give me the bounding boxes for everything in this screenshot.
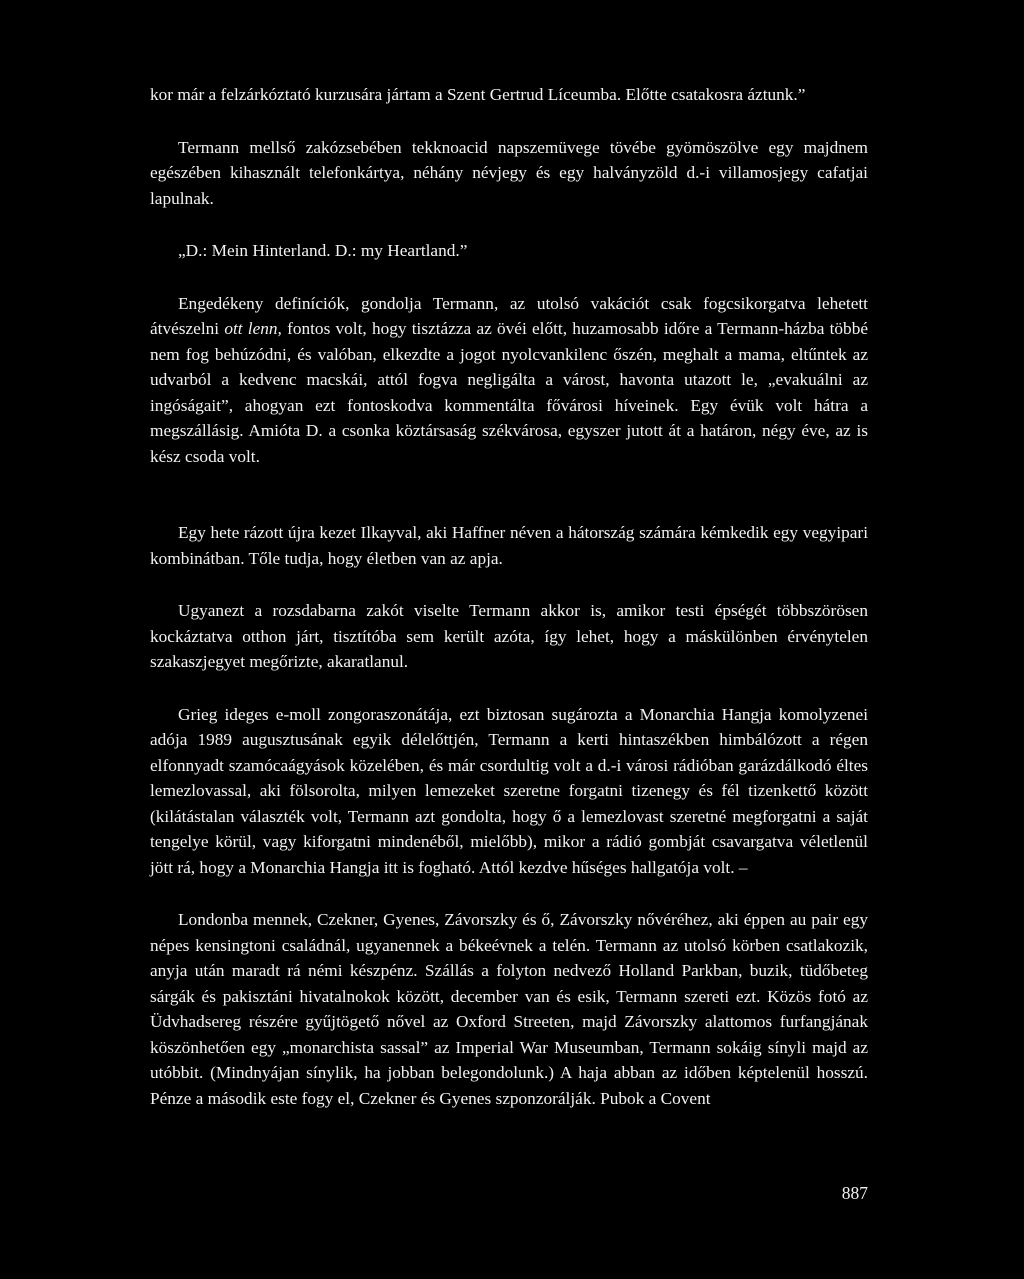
paragraph-5: Egy hete rázott újra kezet Ilkayval, aki Haffner néven a hátország számára kémkedik egy vegyipari kombinátban. Tőle tudja, hogy életben van az apja. [150, 523, 868, 568]
paragraph-6: Ugyanezt a rozsdabarna zakót viselte Termann akkor is, amikor testi épségét többszörösen kockáztatva otthon járt, tisztítóba sem került azóta, így lehet, hogy a máskülönben érvénytelen szakaszjegyet megőrizte, akaratlanul. [150, 601, 868, 671]
paragraph-4-part-2: fontos volt, hogy tisztázza az övéi előtt, huzamosabb időre a Termann-házba többé nem fog behúzódni, és valóban, elkezdte a jogot nyolcvankilenc őszén, meghalt a mama, eltűntek az udvarból a kedvenc macskái, attól fogva negligálta a várost, havonta utazott le, „evakuálni az ingóságait”, ahogyan ezt fontoskodva kommentálta fővárosi híveinek. Egy évük volt hátra a megszállásig. Amióta D. a csonka köztársaság székvárosa, egyszer jutott át a határon, négy éve, az is kész csoda volt. [150, 319, 868, 466]
paragraph-2: Termann mellső zakózsebében tekknoacid napszemüvege tövébe gyömöszölve egy majdnem egészében kihasznált telefonkártya, néhány névjegy és egy halványzöld d.-i villamosjegy cafatjai lapulnak. [150, 137, 868, 208]
paragraph-4 [150, 291, 868, 470]
paragraph-3-quote: „D.: Mein Hinterland. D.: my Heartland.” [178, 241, 468, 260]
paragraph-4-italic: ott lenn, [224, 319, 282, 338]
paragraph-4-part-1: Engedékeny definíciók, gondolja Termann, az utolsó vakációt csak fogcsikorgatva lehetett átvészelni [150, 293, 868, 338]
paragraph-8: Londonba mennek, Czekner, Gyenes, Závorszky és ő, Závorszky nővéréhez, aki éppen au pair egy népes kensingtoni családnál, ugyanennek a békeévnek a telén. Termann az utolsó körben csatlakozik, anyja után maradt rá némi készpénz. Szállás a folyton nedvező Holland Parkban, buzik, tüdőbeteg sárgák és pakisztáni hivatalnokok között, december van és esik, Termann szereti ezt. Közös fotó az Üdvhadsereg részére gyűjtögető nővel az Oxford Streeten, majd Závorszky alattomos furfangjának köszönhetően egy „monarchista sassal” az Imperial War Museumban, Termann sokáig sínyli majd az utóbbit. (Mindnyájan sínylik, ha jobban belegondolunk.) A haja abban az időben képtelenül hosszú. Pénze a második este fogy el, Czekner és Gyenes szponzorálják. Pubok a Covent [150, 910, 868, 1108]
book-page-text [150, 82, 868, 1111]
page-number: 887 [841, 1183, 868, 1203]
paragraph-1: kor már a felzárkóztató kurzusára jártam a Szent Gertrud Líceumba. Előtte csatakosra áztunk.” [150, 85, 806, 104]
paragraph-7: Grieg ideges e-moll zongoraszonátája, ezt biztosan sugározta a Monarchia Hangja komolyzenei adója 1989 augusztusának egyik délelőttjén, Termann a kerti hintaszékben himbálózott a régen elfonnyadt szamócaágyások közelében, és már csordultig volt a d.-i városi rádióban garázdálkodó éltes lemezlovassal, aki fölsorolta, milyen lemezeket szeretne forgatni tizenegy és fél tizenkettő között (kilátástalan választék volt, Termann azt gondolta, hogy ő a lemezlovast szeretné megforgatni a saját tengelye körül, vagy kiforgatni mindenéből, mielőbb), mikor a rádió gombját csavargatva véletlenül jött rá, hogy a Monarchia Hangja itt is fogható. Attól kezdve hűséges hallgatója volt. – [150, 704, 868, 877]
